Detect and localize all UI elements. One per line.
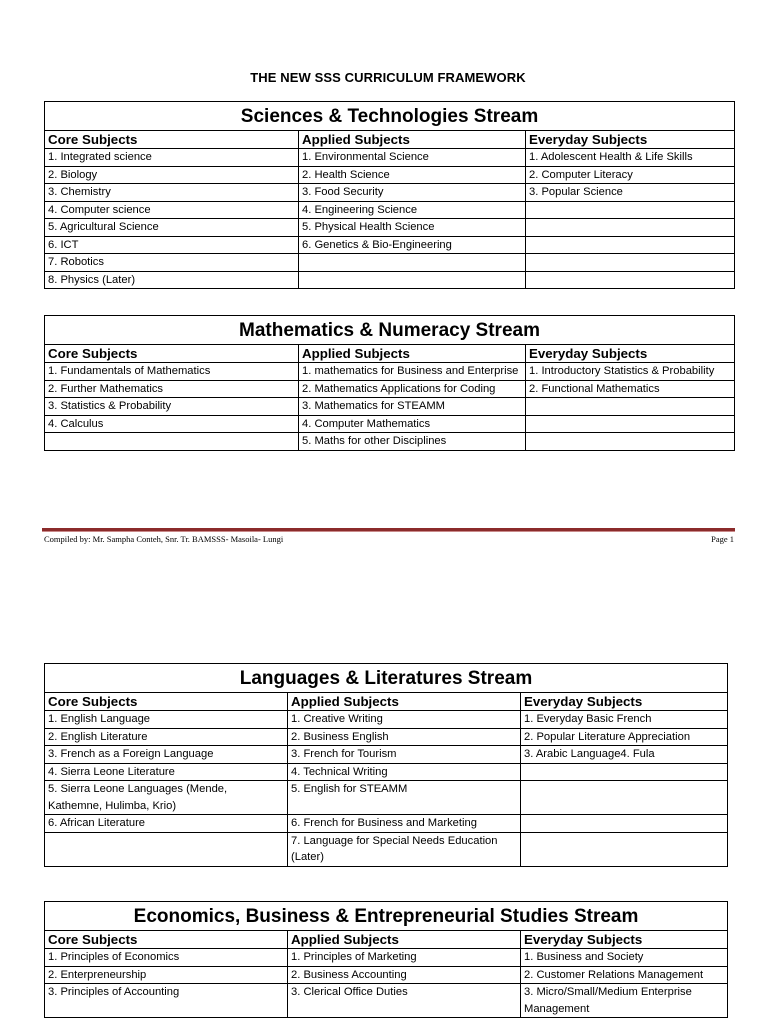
column-header: Everyday Subjects bbox=[526, 345, 735, 363]
column-header: Core Subjects bbox=[45, 345, 299, 363]
table-row bbox=[45, 984, 728, 1018]
sciences-technologies-table bbox=[44, 101, 735, 289]
subject-cell: 2. Customer Relations Management bbox=[521, 966, 728, 984]
subject-cell: 2. Functional Mathematics bbox=[526, 380, 735, 398]
subject-cell: 6. French for Business and Marketing bbox=[288, 815, 521, 833]
subject-cell: 1. English Language bbox=[45, 711, 288, 729]
subject-cell: 8. Physics (Later) bbox=[45, 271, 299, 289]
subject-cell bbox=[526, 433, 735, 451]
subject-cell: 1. Everyday Basic French bbox=[521, 711, 728, 729]
subject-cell: 4. Computer science bbox=[45, 201, 299, 219]
stream-title-row bbox=[45, 664, 728, 693]
table-row bbox=[45, 781, 728, 815]
table-row bbox=[45, 728, 728, 746]
subject-cell: 1. Fundamentals of Mathematics bbox=[45, 363, 299, 381]
subject-cell: 6. ICT bbox=[45, 236, 299, 254]
subject-cell: 3. Arabic Language4. Fula bbox=[521, 746, 728, 764]
stream-title: Economics, Business & Entrepreneurial Studies Stream bbox=[45, 902, 728, 931]
table-row bbox=[45, 166, 735, 184]
subject-cell: 7. Language for Special Needs Education (Later) bbox=[288, 832, 521, 866]
subject-cell bbox=[521, 832, 728, 866]
table-row bbox=[45, 236, 735, 254]
table-row bbox=[45, 832, 728, 866]
subject-cell: 2. Popular Literature Appreciation bbox=[521, 728, 728, 746]
subject-cell: 3. Statistics & Probability bbox=[45, 398, 299, 416]
stream-title: Languages & Literatures Stream bbox=[45, 664, 728, 693]
subject-cell: 2. Further Mathematics bbox=[45, 380, 299, 398]
subject-cell bbox=[521, 763, 728, 781]
stream-title-row bbox=[45, 102, 735, 131]
subject-cell: 5. Physical Health Science bbox=[299, 219, 526, 237]
subject-cell: 3. Principles of Accounting bbox=[45, 984, 288, 1018]
subject-cell: 3. French for Tourism bbox=[288, 746, 521, 764]
subject-cell: 2. Mathematics Applications for Coding bbox=[299, 380, 526, 398]
table-row bbox=[45, 746, 728, 764]
subject-cell bbox=[526, 415, 735, 433]
column-header: Everyday Subjects bbox=[526, 131, 735, 149]
table-row bbox=[45, 763, 728, 781]
table-row bbox=[45, 380, 735, 398]
subject-cell: 2. Business Accounting bbox=[288, 966, 521, 984]
subject-cell: 3. Popular Science bbox=[526, 184, 735, 202]
column-header-row bbox=[45, 693, 728, 711]
column-header-row bbox=[45, 131, 735, 149]
subject-cell: 6. Genetics & Bio-Engineering bbox=[299, 236, 526, 254]
subject-cell: 5. English for STEAMM bbox=[288, 781, 521, 815]
subject-cell: 1. Principles of Economics bbox=[45, 949, 288, 967]
subject-cell bbox=[521, 815, 728, 833]
subject-cell: 5. Sierra Leone Languages (Mende, Kathemne, Hulimba, Krio) bbox=[45, 781, 288, 815]
subject-cell bbox=[299, 254, 526, 272]
table-row bbox=[45, 363, 735, 381]
table-row bbox=[45, 815, 728, 833]
stream-title-row bbox=[45, 902, 728, 931]
subject-cell: 1. Principles of Marketing bbox=[288, 949, 521, 967]
table-row bbox=[45, 398, 735, 416]
column-header: Everyday Subjects bbox=[521, 931, 728, 949]
table-row bbox=[45, 711, 728, 729]
column-header: Applied Subjects bbox=[299, 131, 526, 149]
subject-cell: 5. Agricultural Science bbox=[45, 219, 299, 237]
table-row bbox=[45, 254, 735, 272]
subject-cell: 2. Health Science bbox=[299, 166, 526, 184]
table-row bbox=[45, 149, 735, 167]
subject-cell: 4. Computer Mathematics bbox=[299, 415, 526, 433]
table-row bbox=[45, 433, 735, 451]
column-header-row bbox=[45, 345, 735, 363]
subject-cell bbox=[526, 398, 735, 416]
subject-cell: 3. Food Security bbox=[299, 184, 526, 202]
column-header: Everyday Subjects bbox=[521, 693, 728, 711]
subject-cell: 3. Clerical Office Duties bbox=[288, 984, 521, 1018]
subject-cell: 4. Sierra Leone Literature bbox=[45, 763, 288, 781]
table-row bbox=[45, 271, 735, 289]
subject-cell: 1. mathematics for Business and Enterprise bbox=[299, 363, 526, 381]
subject-cell: 2. Biology bbox=[45, 166, 299, 184]
mathematics-numeracy-table bbox=[44, 315, 735, 451]
subject-cell: 3. Micro/Small/Medium Enterprise Management bbox=[521, 984, 728, 1018]
column-header-row bbox=[45, 931, 728, 949]
subject-cell bbox=[521, 781, 728, 815]
subject-cell: 3. Mathematics for STEAMM bbox=[299, 398, 526, 416]
subject-cell bbox=[526, 271, 735, 289]
subject-cell bbox=[45, 433, 299, 451]
subject-cell bbox=[299, 271, 526, 289]
column-header: Core Subjects bbox=[45, 931, 288, 949]
subject-cell: 3. French as a Foreign Language bbox=[45, 746, 288, 764]
economics-business-table bbox=[44, 901, 728, 1018]
subject-cell bbox=[526, 219, 735, 237]
table-row bbox=[45, 219, 735, 237]
subject-cell: 4. Technical Writing bbox=[288, 763, 521, 781]
subject-cell: 2. Enterpreneurship bbox=[45, 966, 288, 984]
document-title: THE NEW SSS CURRICULUM FRAMEWORK bbox=[250, 70, 526, 85]
subject-cell: 2. English Literature bbox=[45, 728, 288, 746]
column-header: Core Subjects bbox=[45, 693, 288, 711]
table-row bbox=[45, 415, 735, 433]
table-row bbox=[45, 966, 728, 984]
column-header: Applied Subjects bbox=[288, 693, 521, 711]
languages-literatures-table bbox=[44, 663, 728, 867]
stream-title: Mathematics & Numeracy Stream bbox=[45, 316, 735, 345]
subject-cell: 1. Creative Writing bbox=[288, 711, 521, 729]
subject-cell: 2. Business English bbox=[288, 728, 521, 746]
footer-divider-shadow bbox=[42, 531, 735, 532]
subject-cell: 1. Integrated science bbox=[45, 149, 299, 167]
column-header: Applied Subjects bbox=[299, 345, 526, 363]
subject-cell: 1. Business and Society bbox=[521, 949, 728, 967]
subject-cell: 7. Robotics bbox=[45, 254, 299, 272]
subject-cell: 5. Maths for other Disciplines bbox=[299, 433, 526, 451]
subject-cell bbox=[526, 201, 735, 219]
column-header: Core Subjects bbox=[45, 131, 299, 149]
subject-cell: 3. Chemistry bbox=[45, 184, 299, 202]
subject-cell: 2. Computer Literacy bbox=[526, 166, 735, 184]
table-row bbox=[45, 184, 735, 202]
subject-cell bbox=[45, 832, 288, 866]
subject-cell bbox=[526, 236, 735, 254]
column-header: Applied Subjects bbox=[288, 931, 521, 949]
footer-page-number: Page 1 bbox=[711, 534, 734, 544]
subject-cell bbox=[526, 254, 735, 272]
subject-cell: 1. Introductory Statistics & Probability bbox=[526, 363, 735, 381]
table-row bbox=[45, 201, 735, 219]
subject-cell: 4. Calculus bbox=[45, 415, 299, 433]
stream-title: Sciences & Technologies Stream bbox=[45, 102, 735, 131]
subject-cell: 1. Adolescent Health & Life Skills bbox=[526, 149, 735, 167]
subject-cell: 6. African Literature bbox=[45, 815, 288, 833]
subject-cell: 1. Environmental Science bbox=[299, 149, 526, 167]
subject-cell: 4. Engineering Science bbox=[299, 201, 526, 219]
footer-compiled-by: Compiled by: Mr. Sampha Conteh, Snr. Tr. BAMSSS- Masoila- Lungi bbox=[44, 534, 284, 544]
table-row bbox=[45, 949, 728, 967]
stream-title-row bbox=[45, 316, 735, 345]
